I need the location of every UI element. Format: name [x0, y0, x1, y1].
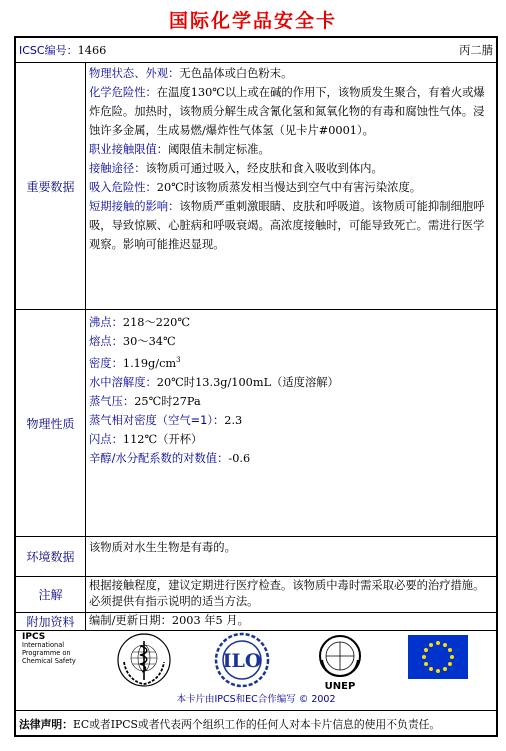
eu-flag-icon: [408, 635, 468, 679]
environment-row: [16, 537, 496, 577]
ipcs-line-2: Programme on: [22, 649, 71, 657]
who-emblem-icon: [116, 632, 172, 688]
chemical-danger-value: 在温度130℃以上或在碱的作用下，该物质发生聚合，有着火或爆炸危险。加热时，该物质分解生成含氰化氢和氮氧化物的有毒和腐蚀性气体。浸蚀许多金属，生成易燃/爆炸性气体氢（见卡片#0001）。: [89, 86, 485, 137]
card-title: 国际化学品安全卡: [168, 10, 337, 32]
density-superscript: 3: [176, 356, 181, 364]
legal-text: EC或者IPCS或者代表两个组织工作的任何人对本卡片信息的使用不负责任。: [72, 717, 441, 731]
boiling-point-key: 沸点：: [89, 316, 123, 329]
flash-point-key: 闪点：: [89, 432, 123, 446]
solubility-key: 水中溶解度：: [89, 375, 157, 389]
notes-content: 根据接触程度，建议定期进行医疗检查。该物质中毒时需采取必要的治疗措施。必须提供有指示说明的适当方法。: [89, 579, 485, 608]
environment-content: 该物质对水生生物是有毒的。: [89, 541, 236, 554]
icsc-header-row: [16, 38, 496, 63]
solubility-value: 20℃时13.3g/100mL（适度溶解）: [156, 375, 339, 389]
physical-properties-row: [16, 310, 496, 537]
vapor-density-value: 2.3: [224, 413, 243, 427]
ipcs-title: IPCS: [22, 632, 46, 642]
exposure-limit-value: 阈限值未制定标准。: [168, 143, 270, 156]
ilo-emblem-icon: [214, 632, 270, 688]
ipcs-line-3: Chemical Safety: [22, 657, 76, 665]
flash-point-value: 112℃（开杯）: [122, 432, 203, 446]
chemical-danger-key: 化学危险性：: [89, 86, 157, 99]
important-data-row: [16, 63, 496, 310]
safety-card: [14, 36, 498, 737]
log-kow-value: -0.6: [228, 451, 251, 465]
notes-label: 注解: [16, 577, 86, 612]
exposure-route-key: 接触途径：: [89, 162, 146, 175]
svg-text:ILO: ILO: [222, 650, 262, 672]
melting-point-value: 30～34℃: [122, 335, 176, 348]
additional-info-content: 编制/更新日期：2003 年5 月。: [89, 614, 249, 627]
additional-info-label: 附加资料: [16, 613, 86, 630]
icsc-label: ICSC编号：: [19, 44, 78, 57]
svg-text:UNEP: UNEP: [324, 681, 356, 692]
ipcs-line-1: International: [22, 641, 65, 649]
icsc-number: 1466: [77, 43, 107, 57]
notes-row: [16, 577, 496, 613]
legal-key: 法律声明：: [19, 717, 73, 731]
logo-caption: 本卡片由IPCS和EC合作编写 © 2002: [176, 694, 336, 705]
inhalation-risk-value: 20℃时该物质蒸发相当慢达到空气中有害污染浓度。: [156, 181, 422, 194]
vapor-pressure-value: 25℃时27Pa: [134, 394, 201, 408]
log-kow-key: 辛醇/水分配系数的对数值：: [89, 451, 229, 465]
physical-state-value: 无色晶体或白色粉末。: [179, 67, 293, 80]
unep-emblem-icon: [310, 632, 370, 692]
melting-point-key: 熔点：: [89, 335, 123, 348]
exposure-route-value: 该物质可通过吸入，经皮肤和食入吸收到体内。: [145, 162, 383, 175]
exposure-limit-key: 职业接触限值：: [89, 143, 169, 156]
vapor-density-key: 蒸气相对密度（空气=1）：: [89, 413, 225, 427]
physical-state-key: 物理状态、外观：: [89, 67, 180, 80]
physical-properties-label: 物理性质: [16, 310, 86, 536]
important-data-label: 重要数据: [16, 63, 86, 309]
ipcs-logo: [22, 633, 76, 665]
important-data-content: [86, 63, 496, 309]
short-term-effects-value: 该物质严重刺激眼睛、皮肤和呼吸道。该物质可能抑制细胞呼吸，导致惊厥、心脏病和呼吸衰竭。高浓度接触时，可能导致死亡。需进行医学观察。影响可能推迟显现。: [89, 200, 485, 251]
short-term-effects-key: 短期接触的影响：: [89, 200, 180, 213]
additional-info-row: [16, 613, 496, 631]
environment-label: 环境数据: [16, 537, 86, 576]
vapor-pressure-key: 蒸气压：: [89, 394, 135, 408]
density-key: 密度：: [89, 356, 123, 370]
logo-strip: [16, 631, 496, 711]
chemical-name: 丙二腈: [459, 44, 493, 57]
legal-disclaimer: [16, 711, 496, 737]
inhalation-risk-key: 吸入危险性：: [89, 181, 157, 194]
boiling-point-value: 218～220℃: [122, 316, 190, 329]
physical-properties-content: [86, 310, 496, 536]
density-value: 1.19g/cm: [122, 356, 177, 370]
